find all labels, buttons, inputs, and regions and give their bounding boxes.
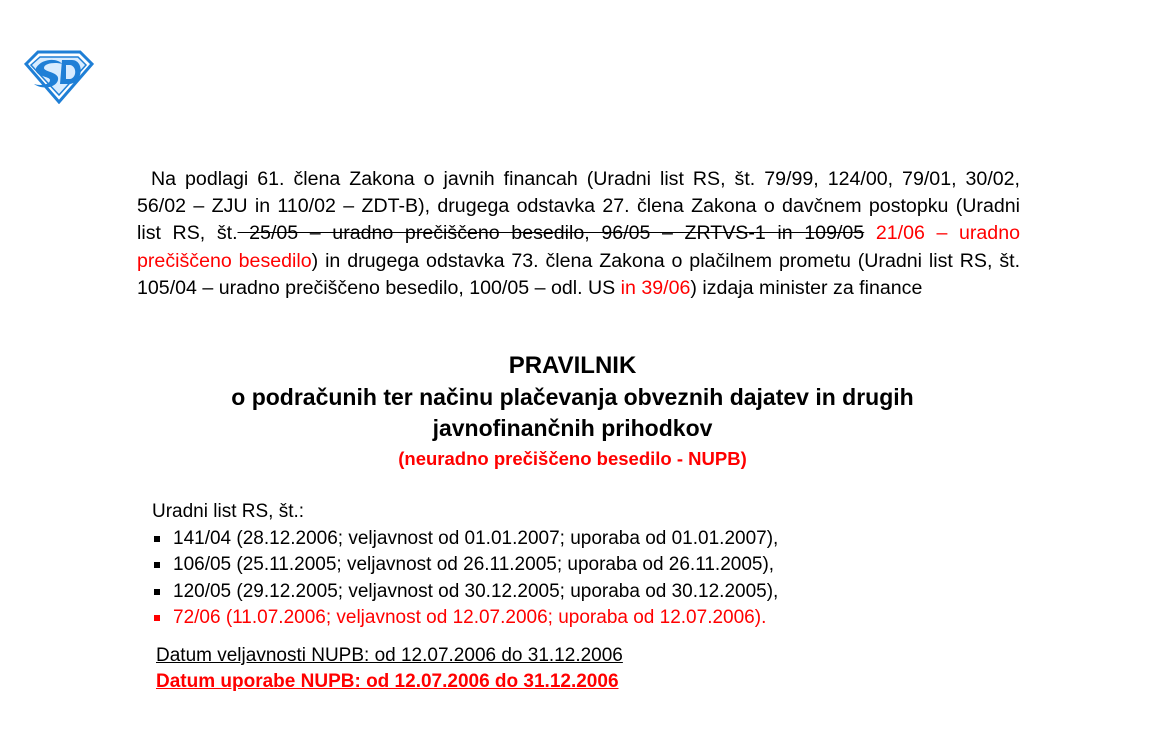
- document-title-block: [0, 350, 1157, 471]
- preamble-amendment-2: in 39/06: [615, 276, 691, 299]
- square-bullet-icon: [154, 615, 160, 621]
- gazette-heading: Uradni list RS, št.:: [152, 501, 305, 522]
- gazette-list: [152, 526, 778, 632]
- gazette-list-item: 120/05 (29.12.2005; veljavnost od 30.12.2005; uporaba od 30.12.2005),: [152, 579, 778, 606]
- preamble-paragraph: [137, 166, 1020, 302]
- preamble-text-1: Na podlagi 61. člena Zakona o javnih financah (Uradni list RS, št. 79/99, 124/00, 79/01, 30/02, 56/02 – ZJU in 110/02 – ZDT-B), drugega odstavka 27. člena Zakona o davčnem postopku (Uradni list RS, št.: [137, 168, 1020, 245]
- gazette-list-item: 106/05 (25.11.2005; veljavnost od 26.11.2005; uporaba od 26.11.2005),: [152, 552, 778, 579]
- gazette-references: [152, 499, 778, 632]
- preamble-struck-text: 25/05 – uradno prečiščeno besedilo, 96/05 – ZRTVS-1 in 109/05: [237, 222, 865, 245]
- sd-diamond-logo-icon: [22, 48, 94, 104]
- gazette-list-item: 141/04 (28.12.2006; veljavnost od 01.01.2007; uporaba od 01.01.2007),: [152, 526, 778, 553]
- preamble-text-3: ) izdaja minister za finance: [690, 276, 923, 299]
- application-date-line: Datum uporabe NUPB: od 12.07.2006 do 31.12.2006: [156, 671, 619, 692]
- unofficial-consolidated-note: (neuradno prečiščeno besedilo - NUPB): [398, 448, 747, 469]
- gazette-list-item-latest: 72/06 (11.07.2006; veljavnost od 12.07.2006; uporaba od 12.07.2006).: [152, 605, 778, 632]
- document-subtitle-line2: javnofinančnih prihodkov: [432, 415, 713, 441]
- validity-date-line: Datum veljavnosti NUPB: od 12.07.2006 do 31.12.2006: [156, 645, 623, 666]
- document-title: PRAVILNIK: [508, 352, 637, 379]
- square-bullet-icon: [154, 562, 160, 568]
- preamble-text-2: ) in drugega odstavka 73. člena Zakona o plačilnem prometu (Uradni list RS, št. 105/04 – uradno prečiščeno besedilo, 100/05 – odl. US: [137, 249, 1021, 299]
- document-subtitle-line1: o podračunih ter načinu plačevanja obveznih dajatev in drugih: [231, 384, 914, 410]
- square-bullet-icon: [154, 589, 160, 595]
- square-bullet-icon: [154, 536, 160, 542]
- validity-dates: [156, 643, 623, 695]
- preamble-amendment-1: 21/06 – uradno prečiščeno besedilo: [137, 222, 1021, 272]
